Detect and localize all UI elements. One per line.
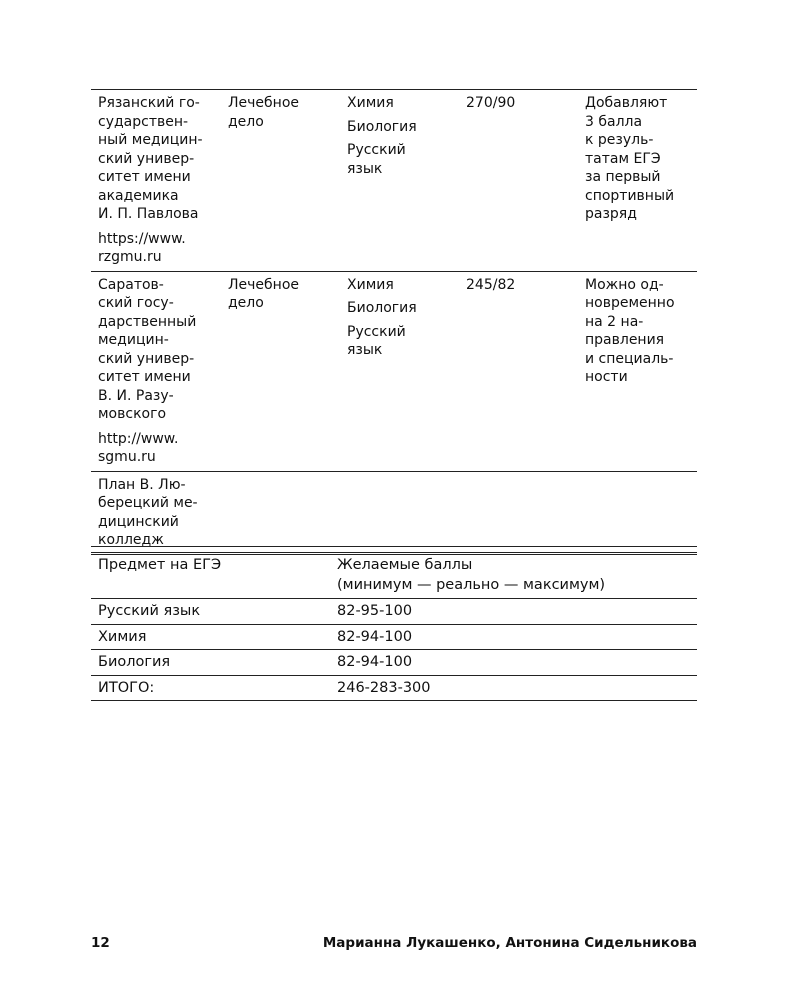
university-name-cell [91, 271, 221, 471]
header-subject: Предмет на ЕГЭ [91, 553, 330, 599]
note-cell [578, 471, 697, 554]
university-url-line: sgmu.ru [98, 449, 156, 465]
university-name-line: ситет имени [98, 169, 191, 185]
score-subject: Русский язык [91, 599, 330, 625]
university-name-line: дарственный [98, 313, 197, 330]
university-name-line: сударствен- [98, 113, 189, 130]
university-name-line: берецкий ме- [98, 495, 198, 511]
score-value: 82-94-100 [330, 624, 697, 650]
university-name-line: ский универ- [98, 350, 195, 367]
note-line: на 2 на- [585, 313, 644, 330]
header-desired-subtitle: (минимум — реально — максимум) [337, 576, 606, 593]
faculty-cell [221, 90, 340, 272]
scores-table [91, 552, 697, 701]
subjects-cell [340, 471, 459, 554]
university-name-line: В. И. Разу- [98, 387, 174, 404]
table-row [91, 271, 697, 471]
subject-item: Русский язык [347, 142, 406, 177]
note-line: и специаль- [585, 350, 674, 367]
note-line: ности [585, 369, 628, 385]
university-url-line: https://www. [98, 230, 186, 247]
subject-item: Химия [347, 276, 394, 293]
subjects-cell [340, 90, 459, 272]
note-line: за первый [585, 169, 661, 185]
university-url-line: rzgmu.ru [98, 249, 162, 265]
score-value: 246-283-300 [330, 675, 697, 701]
university-name-line: ский госу- [98, 295, 174, 311]
note-line: татам ЕГЭ [585, 150, 661, 167]
note-line: Добавляют [585, 95, 668, 111]
subject-item: Химия [347, 95, 394, 111]
table-row [91, 471, 697, 554]
university-name-line: Саратов- [98, 276, 164, 293]
note-line: правления [585, 332, 665, 348]
university-name-line: ский универ- [98, 150, 195, 167]
subjects-cell [340, 271, 459, 471]
university-url [98, 230, 215, 267]
subject-item: Биология [347, 118, 417, 135]
subject-item: Биология [347, 300, 417, 316]
faculty-line: Лечебное [228, 95, 299, 111]
university-name-line: ситет имени [98, 369, 191, 385]
footer-authors: Марианна Лукашенко, Антонина Сидельникова [322, 935, 697, 951]
university-name-line: колледж [98, 532, 164, 548]
note-line: 3 балла [585, 113, 643, 130]
score-cell: 245/82 [466, 276, 516, 293]
table-row [91, 624, 697, 650]
page-footer [91, 935, 697, 957]
score-subject: Химия [91, 624, 330, 650]
note-line: к резуль- [585, 132, 654, 148]
university-name-line: И. П. Павлова [98, 206, 199, 222]
note-cell [578, 271, 697, 471]
faculty-cell [221, 471, 340, 554]
table-header-row [91, 553, 697, 599]
note-cell [578, 90, 697, 272]
university-name-line: ный медицин- [98, 132, 203, 148]
faculty-line: Лечебное [228, 276, 299, 293]
table-row [91, 90, 697, 272]
table-row [91, 599, 697, 625]
score-value: 82-95-100 [330, 599, 697, 625]
university-name-line: дицинский [98, 513, 179, 530]
header-desired [330, 553, 697, 599]
score-subject: Биология [91, 650, 330, 676]
university-name-cell [91, 471, 221, 554]
table-row [91, 650, 697, 676]
page-number: 12 [91, 935, 110, 951]
university-name-line: Рязанский го- [98, 95, 200, 111]
universities-table [91, 89, 697, 555]
table-row [91, 675, 697, 701]
header-desired-title: Желаемые баллы [337, 557, 473, 573]
score-value: 82-94-100 [330, 650, 697, 676]
faculty-line: дело [228, 295, 264, 311]
university-url-line: http://www. [98, 430, 179, 447]
university-name-line: медицин- [98, 332, 169, 348]
table-divider [91, 546, 697, 547]
faculty-cell [221, 271, 340, 471]
faculty-line: дело [228, 113, 264, 130]
note-line: разряд [585, 206, 637, 222]
university-name-line: академика [98, 187, 179, 204]
note-line: новременно [585, 295, 675, 311]
note-line: спортивный [585, 187, 675, 204]
university-url [98, 430, 215, 467]
subject-item: Русский язык [347, 323, 406, 358]
score-subject: ИТОГО: [91, 675, 330, 701]
university-name-cell [91, 90, 221, 272]
note-line: Можно од- [585, 276, 664, 293]
score-cell [459, 471, 578, 554]
university-name-line: План В. Лю- [98, 476, 186, 493]
university-name-line: мовского [98, 406, 167, 422]
score-cell: 270/90 [466, 95, 516, 111]
